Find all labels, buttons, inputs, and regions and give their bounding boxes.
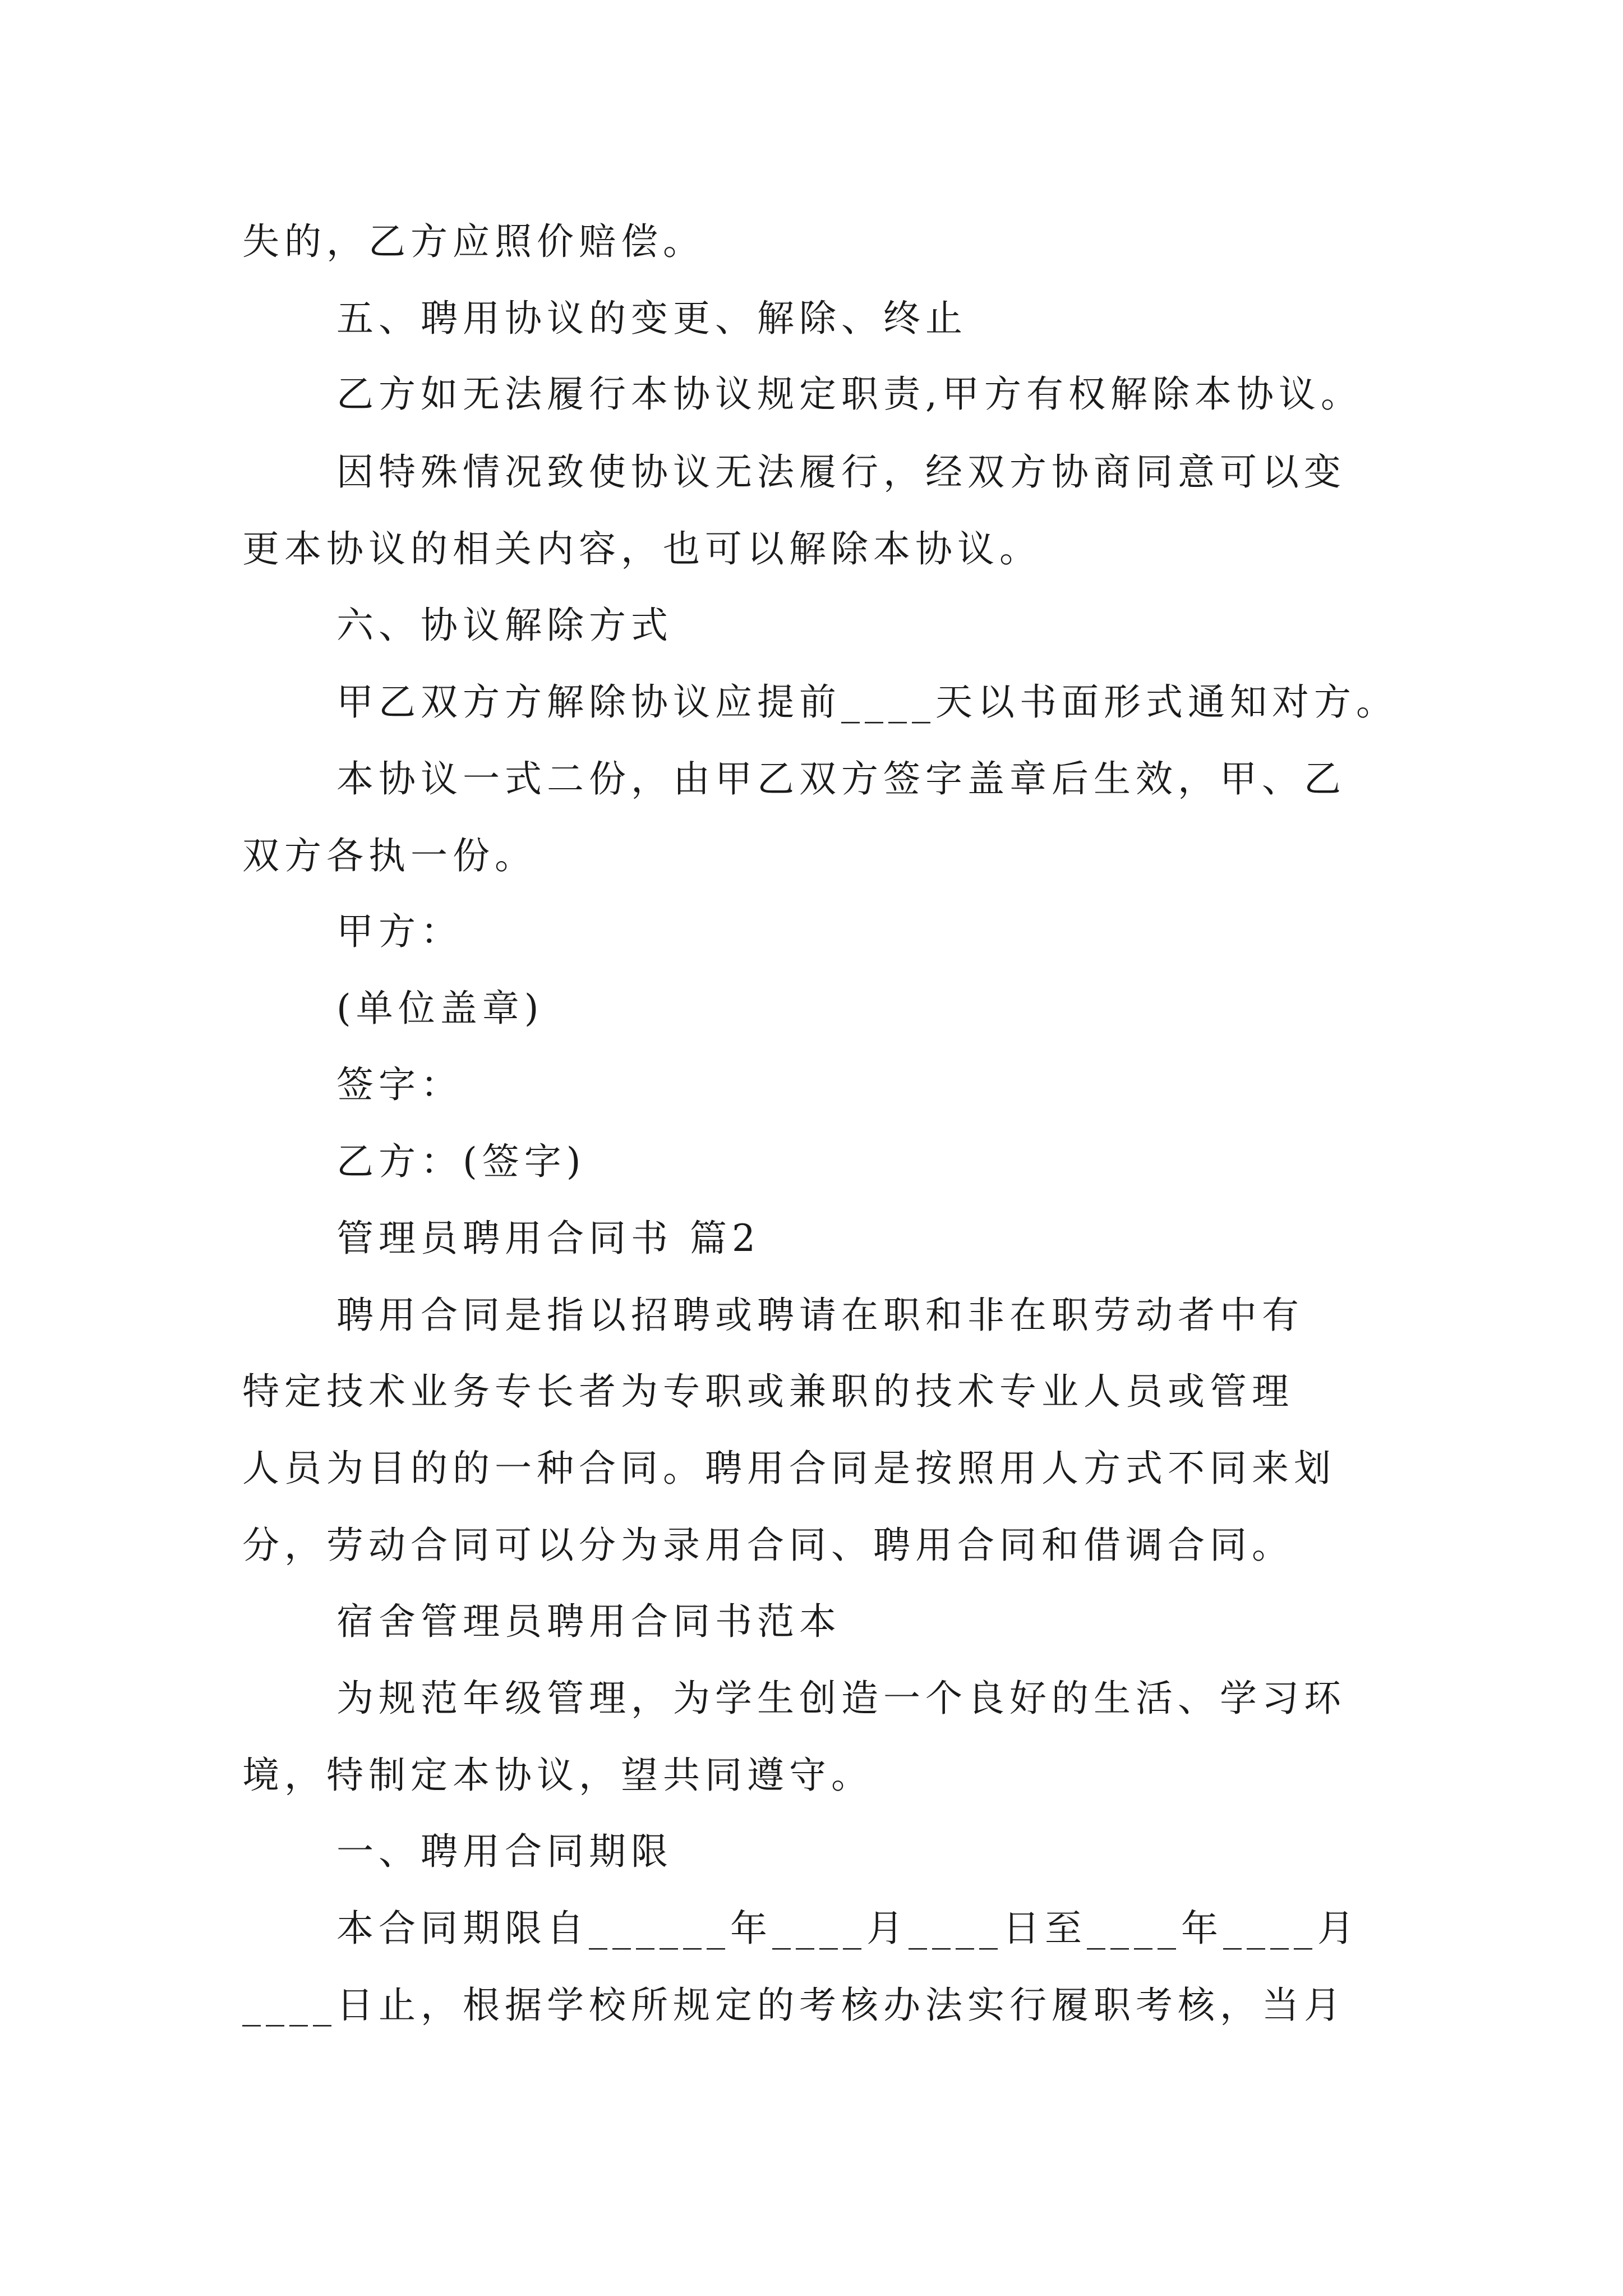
paragraph-line: 本协议一式二份，由甲乙双方签字盖章后生效，甲、乙 — [336, 757, 1346, 800]
paragraph-line: 本合同期限自______年____月____日至____年____月 — [336, 1907, 1359, 1950]
section-heading: 宿舍管理员聘用合同书范本 — [336, 1600, 841, 1643]
paragraph-line: 人员为目的的一种合同。聘用合同是按照用人方式不同来划 — [242, 1447, 1336, 1490]
paragraph-line: 境，特制定本协议，望共同遵守。 — [242, 1754, 873, 1797]
section-heading: 六、协议解除方式 — [336, 604, 673, 647]
signature-party-a: 甲方： — [336, 910, 463, 953]
paragraph-line: 失的，乙方应照价赔偿。 — [242, 220, 705, 263]
paragraph-line: 因特殊情况致使协议无法履行，经双方协商同意可以变 — [336, 450, 1346, 494]
paragraph-line: 甲乙双方方解除协议应提前____天以书面形式通知对方。 — [336, 680, 1398, 724]
signature-seal-note: (单位盖章) — [336, 987, 544, 1030]
paragraph-line: 特定技术业务专长者为专职或兼职的技术专业人员或管理 — [242, 1370, 1294, 1413]
signature-sign-label: 签字： — [336, 1063, 463, 1106]
signature-party-b: 乙方：(签字) — [336, 1140, 586, 1183]
paragraph-line: ____日止，根据学校所规定的考核办法实行履职考核，当月 — [242, 1984, 1346, 2027]
paragraph-line: 聘用合同是指以招聘或聘请在职和非在职劳动者中有 — [336, 1294, 1304, 1337]
section-heading: 一、聘用合同期限 — [336, 1830, 673, 1873]
paragraph-line: 更本协议的相关内容，也可以解除本协议。 — [242, 527, 1041, 570]
paragraph-line: 分，劳动合同可以分为录用合同、聘用合同和借调合同。 — [242, 1524, 1294, 1567]
paragraph-line: 双方各执一份。 — [242, 834, 537, 877]
paragraph-line: 乙方如无法履行本协议规定职责,甲方有权解除本协议。 — [336, 372, 1363, 416]
paragraph-line: 为规范年级管理，为学生创造一个良好的生活、学习环 — [336, 1677, 1346, 1720]
document-title: 管理员聘用合同书 篇2 — [336, 1217, 760, 1260]
section-heading: 五、聘用协议的变更、解除、终止 — [336, 297, 967, 340]
